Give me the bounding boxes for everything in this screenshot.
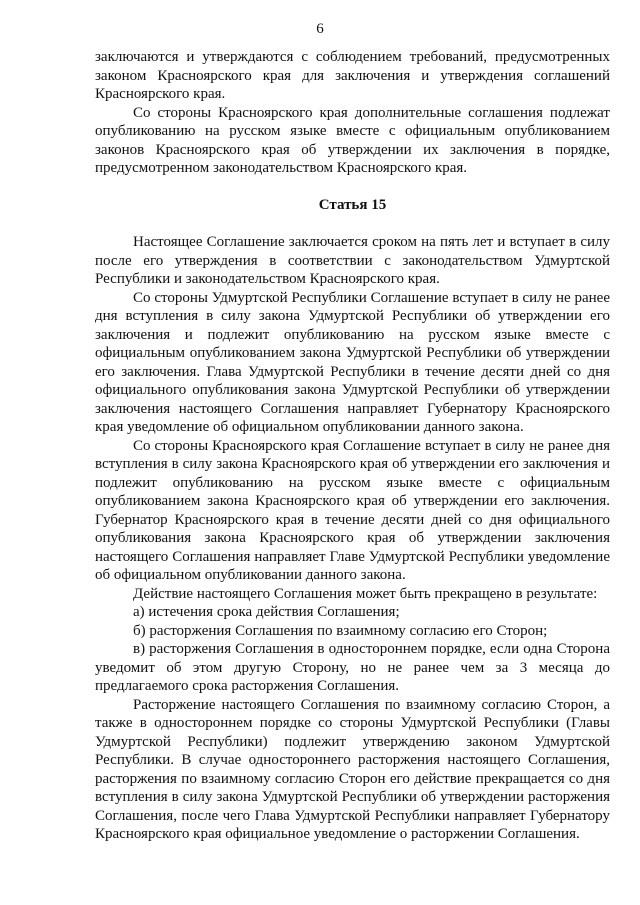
article-paragraph-udmurtia-entry: Со стороны Удмуртской Республики Соглашение вступает в силу не ранее дня вступления в силу закона Удмуртской Республики об утверждении его заключения и подлежит опубликованию на русском языке вместе с официальным опубликованием закона Удмуртской Республики об утверждении его заключения. Глава Удмуртской Республики в течение десяти дней со дня официального опубликования закона Удмуртской Республики об утверждении заключения настоящего Соглашения направляет Губернатору Красноярского края уведомление об официальном опубликовании данного закона.: [95, 289, 610, 435]
article-paragraph-term: Настоящее Соглашение заключается сроком на пять лет и вступает в силу после его утверждения в соответствии с законодательством Удмуртской Республики и законодательством Красноярского края.: [95, 234, 610, 287]
article-paragraph-krasnoyarsk-entry: Со стороны Красноярского края Соглашение вступает в силу не ранее дня вступления в силу закона Красноярского края об утверждении его заключения и подлежит опубликованию на русском языке вместе с официальным опубликованием закона Красноярского края об утверждении его заключения. Губернатор Красноярского края в течение десяти дней со дня официального опубликования закона Красноярского края об утверждении заключения настоящего Соглашения направляет Главе Удмуртской Республики уведомление об официальном опубликовании данного закона.: [95, 437, 610, 583]
document-body: [95, 48, 610, 844]
list-item-a: а) истечения срока действия Соглашения;: [133, 604, 400, 620]
paragraph-publication-krasnoyarsk: Со стороны Красноярского края дополнительные соглашения подлежат опубликованию на русском языке вместе с официальным опубликованием законов Красноярского края об утверждении их заключения в порядке, предусмотренном законодательством Красноярского края.: [95, 104, 610, 176]
article-heading: Статья 15: [318, 196, 387, 213]
article-paragraph-termination-intro: Действие настоящего Соглашения может быть прекращено в результате:: [133, 585, 598, 602]
paragraph-continued: заключаются и утверждаются с соблюдением требований, предусмотренных законом Красноярского края для заключения и утверждения соглашений Красноярского края.: [95, 49, 610, 102]
list-item-c: в) расторжения Соглашения в одностороннем порядке, если одна Сторона уведомит об этом другую Сторону, но не ранее чем за 3 месяца до предлагаемого срока расторжения Соглашения.: [95, 641, 610, 694]
article-paragraph-termination-procedure: Расторжение настоящего Соглашения по взаимному согласию Сторон, а также в одностороннем порядке со стороны Удмуртской Республики (Главы Удмуртской Республики) подлежит утверждению законом Удмуртской Республики. В случае одностороннего расторжения настоящего Соглашения, расторжения по взаимному согласию Сторон его действие прекращается со дня вступления в силу закона Удмуртской Республики об утверждении расторжения Соглашения, после чего Глава Удмуртской Республики направляет Губернатору Красноярского края официальное уведомление о расторжении Соглашения.: [95, 696, 610, 842]
page-number: 6: [316, 21, 324, 37]
list-item-b: б) расторжения Соглашения по взаимному согласию его Сторон;: [133, 622, 548, 639]
